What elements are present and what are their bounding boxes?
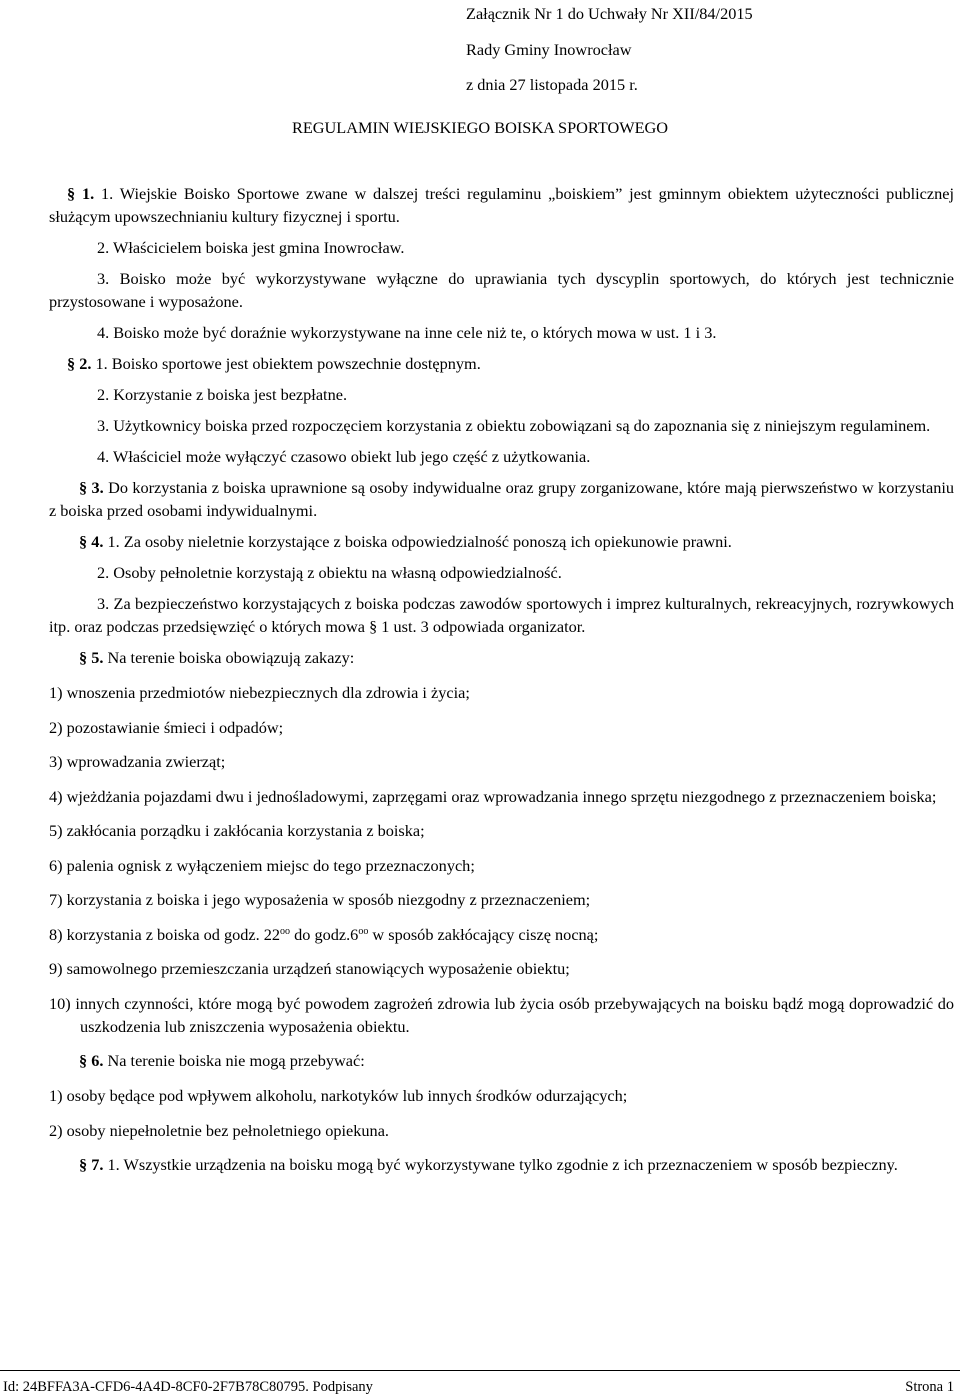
section-1-text-1: 1. Wiejskie Boisko Sportowe zwane w dalszej treści regulaminu „boiskiem” jest gminnym obiektem użyteczności publicznej służącym upowszechnianiu kultury fizycznej i sportu. (49, 184, 954, 226)
section-6-mark: § 6. (79, 1051, 104, 1070)
section-5-intro (49, 646, 954, 669)
section-7-mark: § 7. (79, 1155, 104, 1174)
header-line-council: Rady Gminy Inowrocław (466, 39, 632, 59)
section-5-list-item: 7) korzystania z boiska i jego wyposażenia w sposób niezgodny z przeznaczeniem; (49, 890, 591, 909)
footer-document-id: Id: 24BFFA3A-CFD6-4A4D-8CF0-2F7B78C80795. Podpisany (3, 1379, 373, 1395)
section-4-mark: § 4. (79, 532, 104, 551)
section-7-paragraph-1 (49, 1153, 954, 1176)
section-5-intro-text: Na terenie boiska obowiązują zakazy: (107, 648, 355, 667)
item-8-sup-2: oo (358, 925, 369, 937)
section-2-text-1: 1. Boisko sportowe jest obiektem powszechnie dostępnym. (95, 354, 481, 373)
section-1-paragraph-3: 3. Boisko może być wykorzystywane wyłączne do uprawiania tych dyscyplin sportowych, do których jest technicznie przystosowane i wyposażone. (49, 269, 954, 311)
document-title: REGULAMIN WIEJSKIEGO BOISKA SPORTOWEGO (291, 118, 669, 137)
section-4-paragraph-1 (49, 530, 954, 553)
item-8-sup-1: oo (280, 925, 291, 937)
section-2-paragraph-4: 4. Właściciel może wyłączyć czasowo obiekt lub jego część z użytkowania. (97, 447, 591, 466)
section-2-paragraph-2: 2. Korzystanie z boiska jest bezpłatne. (97, 385, 348, 404)
section-1-mark: § 1. (67, 184, 95, 203)
section-1-paragraph-4: 4. Boisko może być doraźnie wykorzystywane na inne cele niż te, o których mowa w ust. 1 i 3. (97, 323, 717, 342)
section-4-paragraph-2: 2. Osoby pełnoletnie korzystają z obiektu na własną odpowiedzialność. (97, 563, 562, 582)
section-5-list-item-8 (49, 923, 954, 946)
section-5-list-item: 1) wnoszenia przedmiotów niebezpiecznych dla zdrowia i życia; (49, 683, 470, 702)
section-3-paragraph-1 (49, 476, 954, 522)
document-header (466, 2, 946, 109)
section-6-list-item: 2) osoby niepełnoletnie bez pełnoletniego opiekuna. (49, 1120, 389, 1140)
section-5-list-item: 5) zakłócania porządku i zakłócania korzystania z boiska; (49, 821, 425, 840)
section-6-list-item: 1) osoby będące pod wpływem alkoholu, narkotyków lub innych środków odurzających; (49, 1086, 628, 1105)
section-5-list-item: 2) pozostawianie śmieci i odpadów; (49, 717, 284, 737)
section-7-text-1: 1. Wszystkie urządzenia na boisku mogą być wykorzystywane tylko zgodnie z ich przeznaczeniem w sposób bezpieczny. (107, 1155, 898, 1174)
section-3-text-1: Do korzystania z boiska uprawnione są osoby indywidualne oraz grupy zorganizowane, które mają pierwszeństwo w korzystaniu z boiska przed osobami indywidualnymi. (49, 478, 955, 520)
section-1-paragraph-2: 2. Właścicielem boiska jest gmina Inowrocław. (97, 238, 405, 257)
section-6-intro (49, 1049, 954, 1072)
header-line-attachment: Załącznik Nr 1 do Uchwały Nr XII/84/2015 (466, 4, 753, 23)
item-8-text-a: 8) korzystania z boiska od godz. 22 (49, 924, 281, 944)
section-5-list-item: 3) wprowadzania zwierząt; (49, 752, 226, 771)
section-1-paragraph-1 (49, 182, 954, 228)
section-6-intro-text: Na terenie boiska nie mogą przebywać: (107, 1051, 365, 1070)
document-body (49, 182, 954, 1184)
section-5-mark: § 5. (79, 648, 104, 667)
section-2-paragraph-3: 3. Użytkownicy boiska przed rozpoczęciem korzystania z obiektu zobowiązani są do zapoznania się z niniejszym regulaminem. (97, 416, 931, 435)
footer-page-number: Strona 1 (905, 1379, 954, 1395)
item-8-text-b: do godz.6 (290, 924, 359, 944)
section-4-paragraph-3: 3. Za bezpieczeństwo korzystających z boiska podczas zawodów sportowych i imprez kulturalnych, rekreacyjnych, rozrywkowych itp. oraz podczas przedsięwzięć o których mowa § 1 ust. 3 odpowiada organizator. (49, 594, 954, 636)
section-3-mark: § 3. (79, 478, 104, 497)
section-2-mark: § 2. (67, 354, 92, 373)
section-5-list-item: 6) palenia ognisk z wyłączeniem miejsc do tego przeznaczonych; (49, 855, 475, 875)
section-4-text-1: 1. Za osoby nieletnie korzystające z boiska odpowiedzialność ponoszą ich opiekunowie prawni. (107, 532, 732, 551)
section-5-list-item: 9) samowolnego przemieszczania urządzeń stanowiących wyposażenie obiektu; (49, 959, 570, 978)
item-8-text-c: w sposób zakłócający ciszę nocną; (368, 924, 599, 944)
header-line-date: z dnia 27 listopada 2015 r. (466, 75, 638, 94)
section-5-list-item: 4) wjeżdżania pojazdami dwu i jednośladowymi, zaprzęgami oraz wprowadzania innego sprzętu niezgodnego z przeznaczeniem boiska; (49, 786, 937, 806)
section-5-list-item: 10) innych czynności, które mogą być powodem zagrożeń zdrowia lub życia osób przebywających na boisku bądź mogą doprowadzić do uszkodzenia lub zniszczenia wyposażenia obiektu. (49, 993, 954, 1036)
footer-divider (0, 1370, 960, 1371)
section-2-paragraph-1 (49, 352, 954, 375)
